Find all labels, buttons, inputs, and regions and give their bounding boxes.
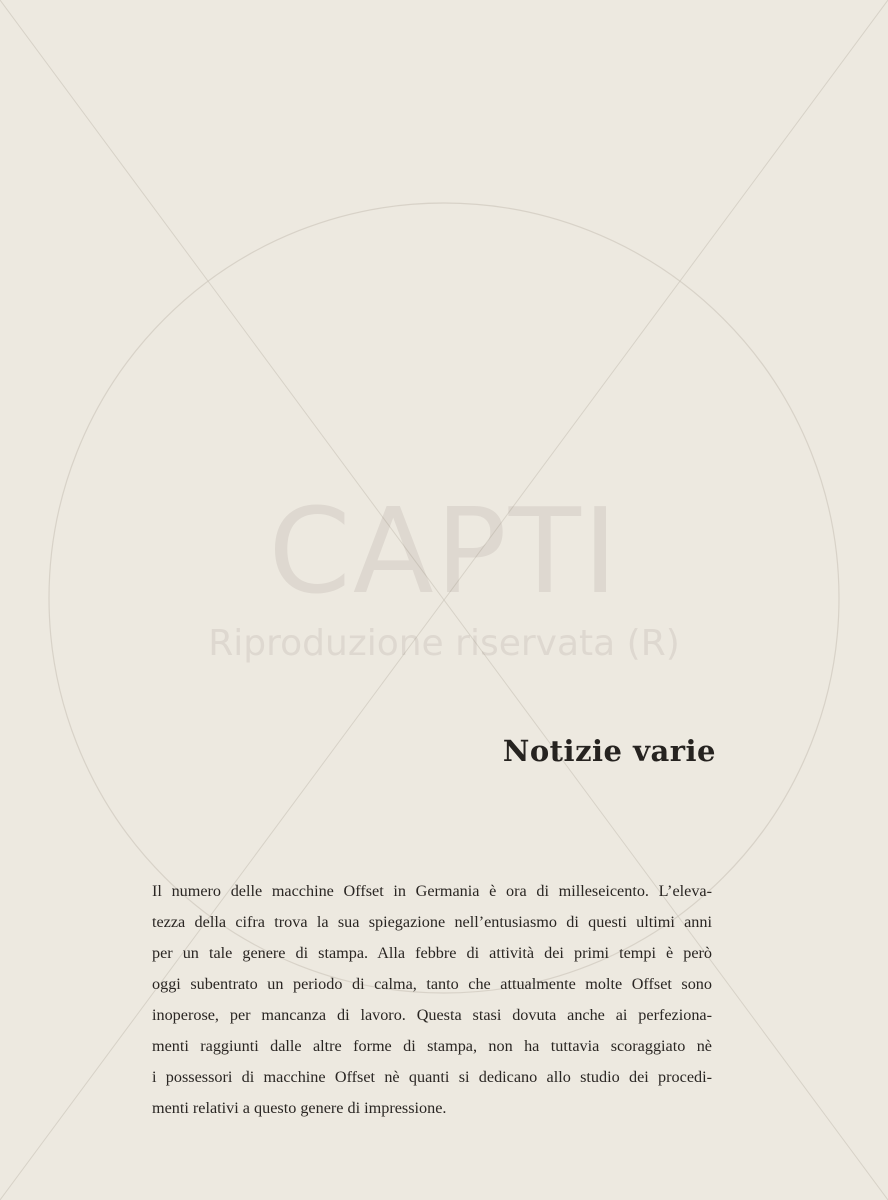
section-heading: Notizie varie [502, 734, 716, 768]
article-body [152, 876, 712, 1124]
watermark-brand: CAPTI [268, 482, 620, 620]
body-line-5: inoperose, per mancanza di lavoro. Questa stasi dovuta anche ai perfeziona- [152, 1006, 712, 1024]
body-line-7: i possessori di macchine Offset nè quanti si dedicano allo studio dei procedi- [152, 1068, 712, 1086]
body-line-1: Il numero delle macchine Offset in Germania è ora di milleseicento. L’eleva- [152, 882, 712, 900]
watermark-notice: Riproduzione riservata (R) [208, 623, 680, 664]
body-line-8: menti relativi a questo genere di impressione. [152, 1099, 447, 1117]
body-line-3: per un tale genere di stampa. Alla febbre di attività dei primi tempi è però [152, 944, 712, 962]
body-line-2: tezza della cifra trova la sua spiegazione nell’entusiasmo di questi ultimi anni [152, 913, 712, 931]
body-line-4: oggi subentrato un periodo di calma, tanto che attualmente molte Offset sono [152, 975, 712, 993]
body-line-6: menti raggiunti dalle altre forme di stampa, non ha tuttavia scoraggiato nè [152, 1037, 712, 1055]
